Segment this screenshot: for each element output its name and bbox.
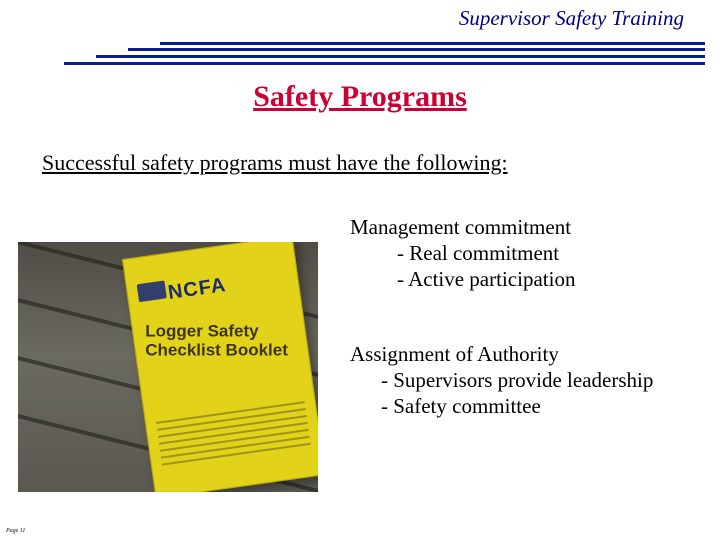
management-item: - Active participation (397, 267, 576, 291)
management-item: - Real commitment (397, 241, 560, 265)
booklet-title: Logger Safety Checklist Booklet (145, 321, 288, 360)
header-rule (64, 62, 705, 65)
page-number: Page 11 (6, 528, 26, 534)
header-rule (160, 42, 705, 45)
booklet-logo: NCFA (166, 274, 228, 304)
booklet-fine-print (155, 396, 311, 470)
authority-item: - Supervisors provide leadership (381, 368, 654, 392)
safety-booklet (122, 242, 318, 492)
authority-item: - Safety committee (381, 394, 541, 418)
management-heading: Management commitment (350, 215, 572, 239)
intro-text: Successful safety programs must have the following: (42, 150, 508, 175)
header-rule (128, 48, 705, 51)
authority-heading: Assignment of Authority (350, 342, 559, 366)
map-logo-icon (137, 280, 167, 302)
header-rule (96, 55, 705, 58)
booklet-photo (18, 242, 318, 492)
header-title: Supervisor Safety Training (458, 6, 684, 30)
slide-title: Safety Programs (253, 80, 467, 113)
